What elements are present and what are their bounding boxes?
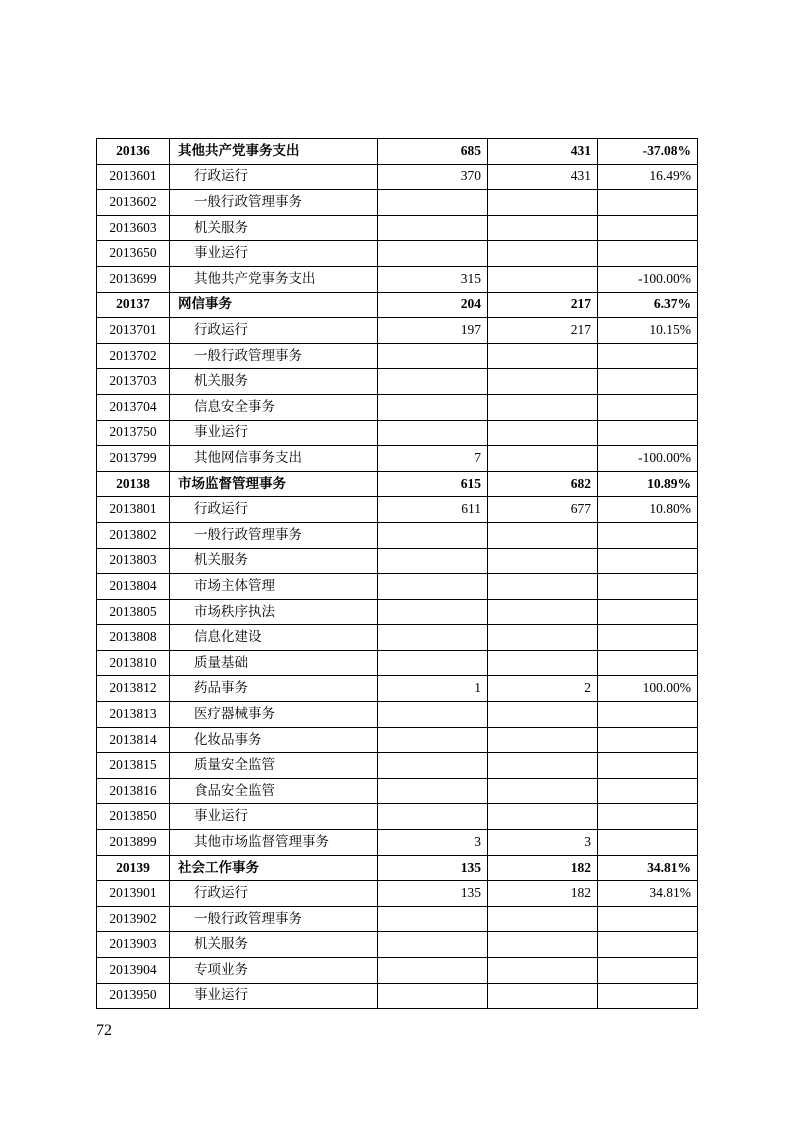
cell-name: 质量基础 [170, 650, 378, 676]
cell-v1 [378, 625, 488, 651]
table-row [97, 702, 698, 728]
cell-code: 2013813 [97, 702, 170, 728]
cell-v2 [488, 983, 598, 1009]
cell-code: 2013603 [97, 215, 170, 241]
cell-code: 20139 [97, 855, 170, 881]
cell-code: 2013899 [97, 830, 170, 856]
table-row [97, 753, 698, 779]
cell-code: 2013650 [97, 241, 170, 267]
cell-v1: 135 [378, 855, 488, 881]
cell-v3: 10.89% [598, 471, 698, 497]
cell-v1 [378, 574, 488, 600]
cell-code: 2013902 [97, 906, 170, 932]
cell-v3: 10.80% [598, 497, 698, 523]
table-row [97, 241, 698, 267]
cell-code: 2013802 [97, 522, 170, 548]
cell-code: 2013950 [97, 983, 170, 1009]
cell-v1 [378, 727, 488, 753]
cell-v1 [378, 753, 488, 779]
cell-v3: -100.00% [598, 266, 698, 292]
cell-v2 [488, 420, 598, 446]
cell-v1 [378, 190, 488, 216]
cell-name: 行政运行 [170, 881, 378, 907]
cell-v3: 16.49% [598, 164, 698, 190]
cell-name: 专项业务 [170, 958, 378, 984]
cell-name: 机关服务 [170, 548, 378, 574]
cell-v3: 34.81% [598, 855, 698, 881]
cell-v1 [378, 343, 488, 369]
cell-v2: 682 [488, 471, 598, 497]
cell-name: 其他市场监督管理事务 [170, 830, 378, 856]
cell-v3 [598, 906, 698, 932]
cell-v3 [598, 369, 698, 395]
cell-code: 2013702 [97, 343, 170, 369]
cell-code: 2013805 [97, 599, 170, 625]
cell-v2 [488, 958, 598, 984]
cell-v3 [598, 215, 698, 241]
table-row [97, 727, 698, 753]
cell-code: 2013808 [97, 625, 170, 651]
table-row [97, 266, 698, 292]
cell-v1 [378, 958, 488, 984]
cell-v3 [598, 778, 698, 804]
cell-v1: 611 [378, 497, 488, 523]
cell-v3 [598, 958, 698, 984]
table-row [97, 599, 698, 625]
table-row [97, 215, 698, 241]
cell-v1 [378, 650, 488, 676]
cell-code: 2013704 [97, 394, 170, 420]
cell-v2 [488, 906, 598, 932]
cell-name: 行政运行 [170, 164, 378, 190]
cell-v2 [488, 190, 598, 216]
cell-v3 [598, 983, 698, 1009]
cell-name: 医疗器械事务 [170, 702, 378, 728]
cell-v1: 685 [378, 139, 488, 165]
cell-v3 [598, 650, 698, 676]
cell-v2 [488, 548, 598, 574]
cell-v2 [488, 343, 598, 369]
cell-v1 [378, 394, 488, 420]
cell-v2: 431 [488, 164, 598, 190]
table-row [97, 394, 698, 420]
cell-v1: 370 [378, 164, 488, 190]
page-number: 72 [96, 1022, 112, 1039]
cell-name: 事业运行 [170, 804, 378, 830]
cell-v3 [598, 727, 698, 753]
table-row [97, 676, 698, 702]
table-row [97, 778, 698, 804]
cell-v2 [488, 804, 598, 830]
cell-v3: -100.00% [598, 446, 698, 472]
cell-v1 [378, 599, 488, 625]
table-row [97, 522, 698, 548]
table-row [97, 318, 698, 344]
table-row [97, 855, 698, 881]
cell-code: 2013799 [97, 446, 170, 472]
cell-code: 2013602 [97, 190, 170, 216]
cell-code: 2013699 [97, 266, 170, 292]
cell-v2 [488, 266, 598, 292]
table-row [97, 881, 698, 907]
cell-name: 事业运行 [170, 983, 378, 1009]
cell-name: 信息化建设 [170, 625, 378, 651]
cell-v3 [598, 804, 698, 830]
cell-v1 [378, 778, 488, 804]
cell-v3: 100.00% [598, 676, 698, 702]
cell-v3 [598, 702, 698, 728]
cell-name: 事业运行 [170, 241, 378, 267]
cell-name: 网信事务 [170, 292, 378, 318]
cell-name: 机关服务 [170, 215, 378, 241]
cell-v2 [488, 932, 598, 958]
cell-v2 [488, 241, 598, 267]
cell-name: 机关服务 [170, 369, 378, 395]
cell-v3 [598, 932, 698, 958]
cell-name: 一般行政管理事务 [170, 522, 378, 548]
cell-code: 2013801 [97, 497, 170, 523]
table-row [97, 932, 698, 958]
table-row [97, 804, 698, 830]
table-row [97, 369, 698, 395]
cell-code: 2013810 [97, 650, 170, 676]
cell-code: 2013850 [97, 804, 170, 830]
cell-v2 [488, 727, 598, 753]
cell-v1 [378, 369, 488, 395]
cell-v3 [598, 599, 698, 625]
cell-v2 [488, 625, 598, 651]
cell-v1 [378, 241, 488, 267]
cell-v2 [488, 446, 598, 472]
cell-v3: 10.15% [598, 318, 698, 344]
cell-v2: 182 [488, 881, 598, 907]
cell-v1: 3 [378, 830, 488, 856]
cell-code: 2013703 [97, 369, 170, 395]
table-row [97, 958, 698, 984]
cell-v2 [488, 369, 598, 395]
table-row [97, 164, 698, 190]
cell-v3 [598, 241, 698, 267]
cell-code: 2013812 [97, 676, 170, 702]
cell-v2 [488, 215, 598, 241]
cell-code: 2013701 [97, 318, 170, 344]
cell-name: 食品安全监管 [170, 778, 378, 804]
cell-name: 一般行政管理事务 [170, 343, 378, 369]
cell-name: 一般行政管理事务 [170, 906, 378, 932]
cell-v3: -37.08% [598, 139, 698, 165]
cell-v1 [378, 548, 488, 574]
cell-name: 其他共产党事务支出 [170, 266, 378, 292]
cell-v1: 204 [378, 292, 488, 318]
cell-v3 [598, 830, 698, 856]
cell-code: 2013750 [97, 420, 170, 446]
cell-v1 [378, 932, 488, 958]
table-row [97, 446, 698, 472]
table-row [97, 420, 698, 446]
cell-v3 [598, 574, 698, 600]
cell-v2: 3 [488, 830, 598, 856]
cell-name: 质量安全监管 [170, 753, 378, 779]
cell-v3 [598, 753, 698, 779]
cell-v2: 2 [488, 676, 598, 702]
table-row [97, 190, 698, 216]
cell-v3 [598, 394, 698, 420]
cell-name: 药品事务 [170, 676, 378, 702]
cell-v2 [488, 778, 598, 804]
cell-name: 其他网信事务支出 [170, 446, 378, 472]
cell-v2: 217 [488, 318, 598, 344]
table-row [97, 830, 698, 856]
cell-v1: 197 [378, 318, 488, 344]
cell-code: 20136 [97, 139, 170, 165]
table-row [97, 139, 698, 165]
cell-name: 市场主体管理 [170, 574, 378, 600]
cell-code: 2013601 [97, 164, 170, 190]
table-row [97, 906, 698, 932]
cell-code: 2013901 [97, 881, 170, 907]
table-row [97, 625, 698, 651]
cell-code: 2013815 [97, 753, 170, 779]
cell-v1: 1 [378, 676, 488, 702]
cell-name: 一般行政管理事务 [170, 190, 378, 216]
table-row [97, 650, 698, 676]
cell-v3 [598, 625, 698, 651]
cell-v1 [378, 804, 488, 830]
cell-name: 行政运行 [170, 318, 378, 344]
cell-name: 市场秩序执法 [170, 599, 378, 625]
table-row [97, 983, 698, 1009]
cell-name: 事业运行 [170, 420, 378, 446]
table-row [97, 471, 698, 497]
cell-v1 [378, 702, 488, 728]
cell-name: 其他共产党事务支出 [170, 139, 378, 165]
cell-v1: 615 [378, 471, 488, 497]
cell-v1: 7 [378, 446, 488, 472]
cell-v1 [378, 215, 488, 241]
cell-code: 2013816 [97, 778, 170, 804]
cell-code: 2013904 [97, 958, 170, 984]
cell-v3 [598, 190, 698, 216]
table-row [97, 343, 698, 369]
cell-name: 行政运行 [170, 497, 378, 523]
cell-code: 2013804 [97, 574, 170, 600]
budget-table [96, 138, 698, 1009]
cell-name: 社会工作事务 [170, 855, 378, 881]
cell-v2: 431 [488, 139, 598, 165]
table-row [97, 574, 698, 600]
cell-v2 [488, 394, 598, 420]
cell-code: 20138 [97, 471, 170, 497]
table-row [97, 292, 698, 318]
cell-v3 [598, 343, 698, 369]
table-row [97, 497, 698, 523]
cell-name: 机关服务 [170, 932, 378, 958]
cell-v2: 217 [488, 292, 598, 318]
cell-v2 [488, 599, 598, 625]
cell-v1 [378, 983, 488, 1009]
cell-v1 [378, 420, 488, 446]
budget-table-body [97, 139, 698, 1009]
cell-v3 [598, 522, 698, 548]
cell-code: 20137 [97, 292, 170, 318]
cell-name: 化妆品事务 [170, 727, 378, 753]
cell-v1: 135 [378, 881, 488, 907]
cell-v2 [488, 650, 598, 676]
cell-name: 市场监督管理事务 [170, 471, 378, 497]
cell-v2: 182 [488, 855, 598, 881]
cell-v1 [378, 522, 488, 548]
cell-v2: 677 [488, 497, 598, 523]
cell-code: 2013814 [97, 727, 170, 753]
cell-name: 信息安全事务 [170, 394, 378, 420]
cell-v2 [488, 702, 598, 728]
table-row [97, 548, 698, 574]
cell-v3: 34.81% [598, 881, 698, 907]
cell-v3 [598, 420, 698, 446]
cell-v2 [488, 753, 598, 779]
cell-v1 [378, 906, 488, 932]
cell-v3 [598, 548, 698, 574]
cell-v2 [488, 522, 598, 548]
cell-v1: 315 [378, 266, 488, 292]
cell-code: 2013903 [97, 932, 170, 958]
cell-v2 [488, 574, 598, 600]
cell-code: 2013803 [97, 548, 170, 574]
cell-v3: 6.37% [598, 292, 698, 318]
